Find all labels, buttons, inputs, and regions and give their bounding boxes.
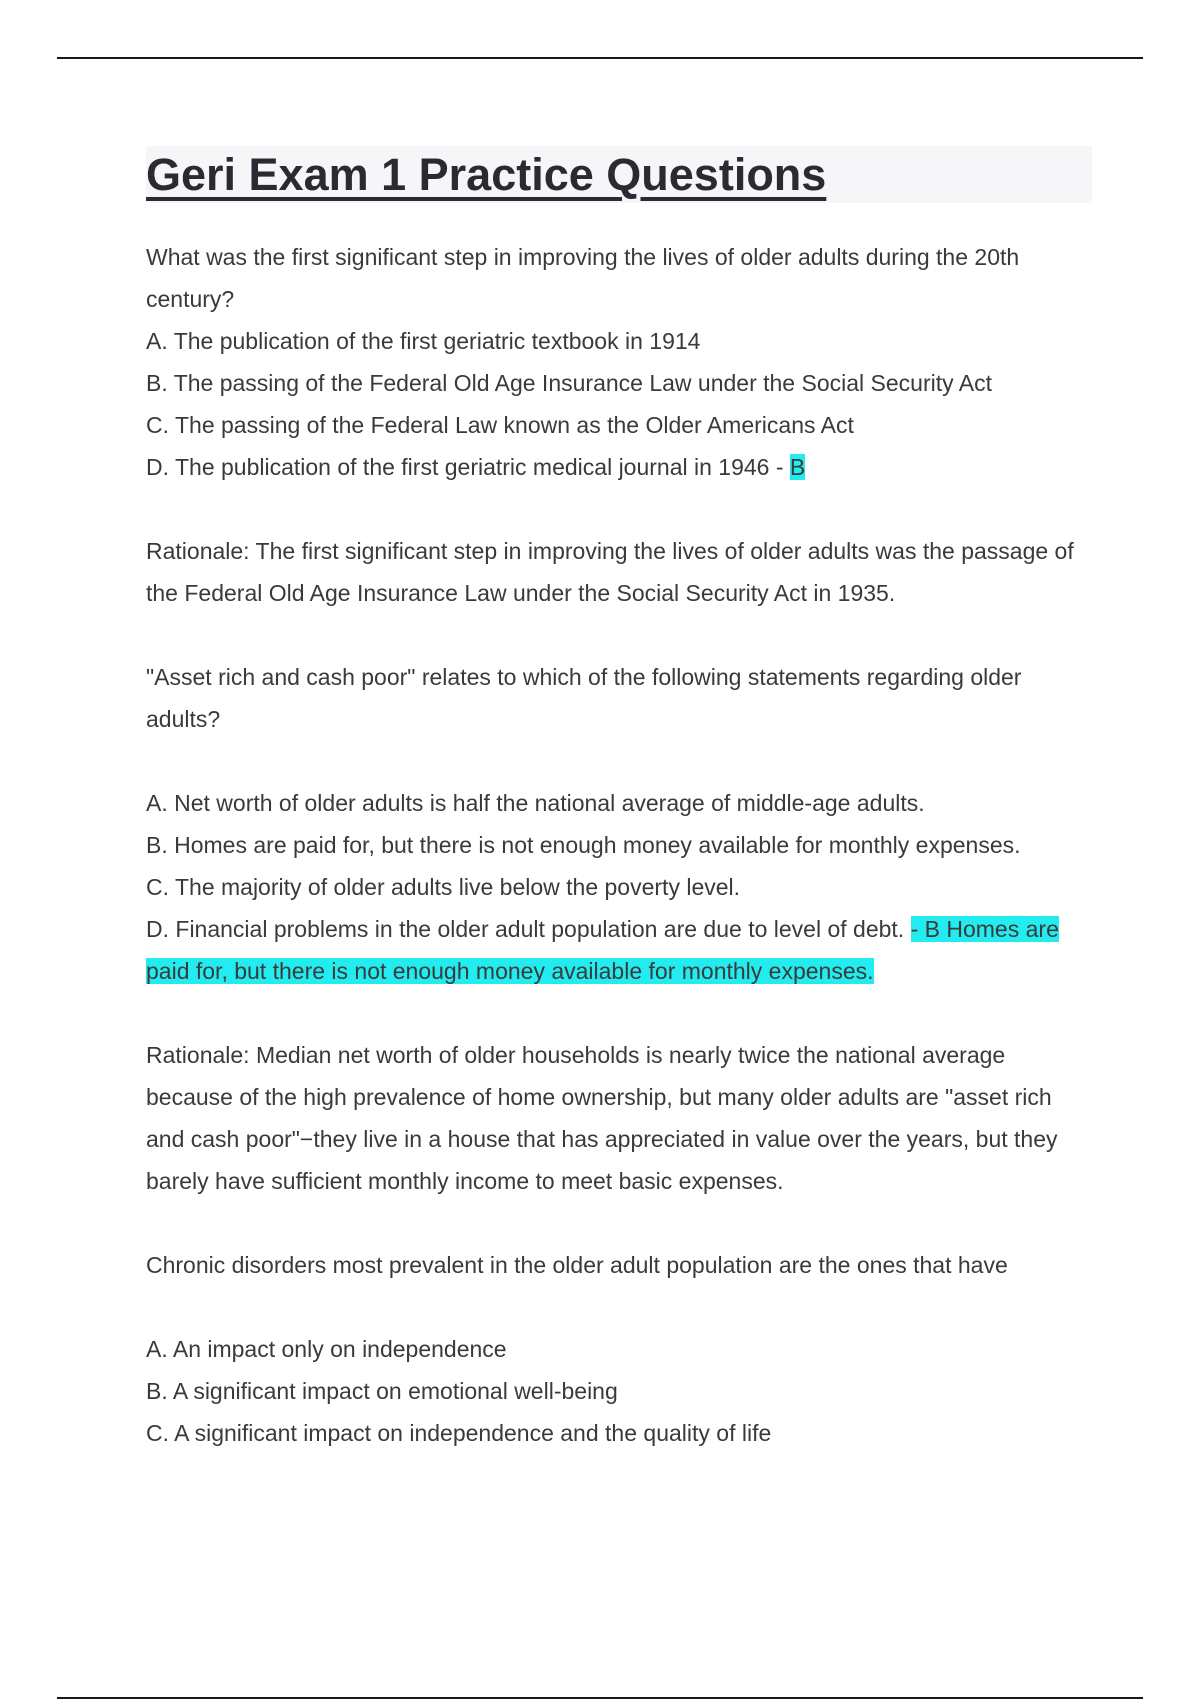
bottom-rule (57, 1697, 1143, 1699)
option-b: B. The passing of the Federal Old Age Insurance Law under the Social Security Act (146, 370, 992, 396)
top-rule (57, 57, 1143, 59)
question-3 (146, 1244, 1090, 1454)
question-text: Chronic disorders most prevalent in the older adult population are the ones that have (146, 1252, 1008, 1278)
option-a: A. The publication of the first geriatric textbook in 1914 (146, 328, 701, 354)
option-c: C. A significant impact on independence and the quality of life (146, 1420, 772, 1446)
option-a: A. An impact only on independence (146, 1336, 507, 1362)
option-c: C. The majority of older adults live below the poverty level. (146, 874, 741, 900)
rationale: Rationale: Median net worth of older households is nearly twice the national average because of the high prevalence of home ownership, but many older adults are "asset rich and cash poor"−they live in a house that has appreciated in value over the years, but they barely have sufficient monthly income to meet basic expenses. (146, 1042, 1058, 1194)
option-d (146, 908, 1090, 992)
question-2 (146, 656, 1090, 1202)
title-block (146, 146, 1092, 203)
question-1 (146, 236, 1090, 614)
option-d-text: D. Financial problems in the older adult population are due to level of debt. (146, 916, 911, 942)
question-text: "Asset rich and cash poor" relates to which of the following statements regarding older adults? (146, 664, 1022, 732)
question-text: What was the first significant step in improving the lives of older adults during the 20th century? (146, 244, 1020, 312)
answer-highlight: B (789, 454, 806, 480)
option-b: B. Homes are paid for, but there is not enough money available for monthly expenses. (146, 832, 1021, 858)
document-body (146, 146, 1090, 1454)
option-a: A. Net worth of older adults is half the national average of middle-age adults. (146, 790, 925, 816)
answer-highlight: - B Homes are paid for, but there is not enough money available for monthly expenses. (146, 916, 1059, 984)
option-d (146, 446, 1090, 488)
option-d-text: D. The publication of the first geriatric medical journal in 1946 - (146, 454, 790, 480)
page-title: Geri Exam 1 Practice Questions (146, 149, 827, 200)
option-c: C. The passing of the Federal Law known as the Older Americans Act (146, 412, 854, 438)
option-b: B. A significant impact on emotional well-being (146, 1378, 618, 1404)
rationale: Rationale: The first significant step in improving the lives of older adults was the passage of the Federal Old Age Insurance Law under the Social Security Act in 1935. (146, 538, 1074, 606)
